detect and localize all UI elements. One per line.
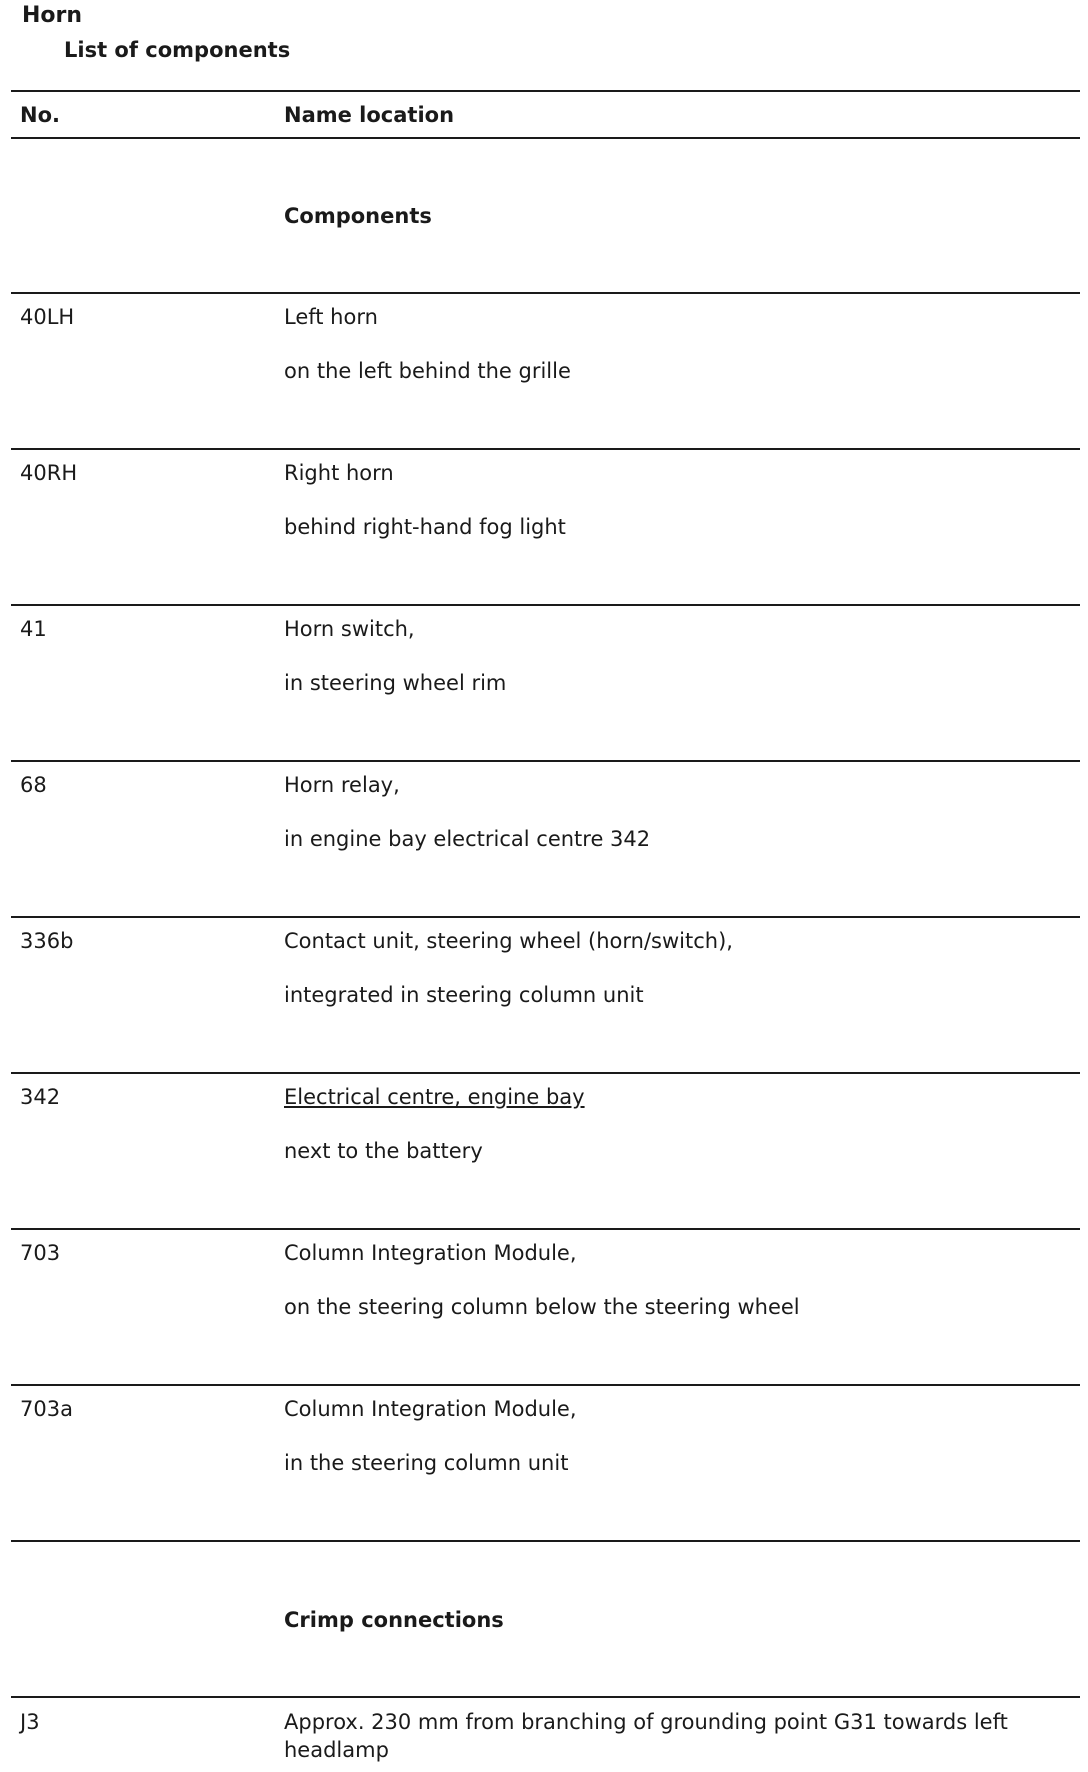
page-title: Horn [22,3,83,28]
row-rule [11,604,1080,606]
component-number: 703 [20,1241,61,1265]
page-subtitle: List of components [64,38,291,62]
component-number: 703a [20,1397,73,1421]
component-name: Horn relay, [284,773,400,797]
component-location: in the steering column unit [284,1451,569,1475]
component-location: on the steering column below the steering wheel [284,1295,800,1319]
row-rule [11,1072,1080,1074]
component-name: Column Integration Module, [284,1397,577,1421]
component-number: 342 [20,1085,61,1109]
component-name: Column Integration Module, [284,1241,577,1265]
component-location: integrated in steering column unit [284,983,644,1007]
component-location: next to the battery [284,1139,483,1163]
component-location: on the left behind the grille [284,359,571,383]
row-rule [11,760,1080,762]
component-name-link[interactable]: Electrical centre, engine bay [284,1085,585,1109]
connection-description: Approx. 230 mm from branching of grounding point G31 towards left headlamp [284,1710,1008,1762]
component-number: 40LH [20,305,75,329]
row-rule [11,1384,1080,1386]
component-number: 41 [20,617,47,641]
component-name: Right horn [284,461,394,485]
row-rule [11,916,1080,918]
column-header-name-location: Name location [284,103,455,127]
row-rule [11,448,1080,450]
component-number: 68 [20,773,47,797]
table-top-rule [11,90,1080,92]
section-rule [11,1696,1080,1698]
component-name: Horn switch, [284,617,415,641]
connection-number: J3 [20,1710,40,1734]
component-location: in engine bay electrical centre 342 [284,827,651,851]
column-header-no: No. [20,103,60,127]
component-number: 40RH [20,461,78,485]
section-rule [11,1540,1080,1542]
component-name: Left horn [284,305,378,329]
section-heading-components: Components [284,204,432,228]
row-rule [11,292,1080,294]
header-bottom-rule [11,137,1080,139]
component-name: Contact unit, steering wheel (horn/switch), [284,929,733,953]
row-rule [11,1228,1080,1230]
component-location: behind right-hand fog light [284,515,566,539]
component-number: 336b [20,929,74,953]
component-location: in steering wheel rim [284,671,507,695]
section-heading-crimp-connections: Crimp connections [284,1608,504,1632]
